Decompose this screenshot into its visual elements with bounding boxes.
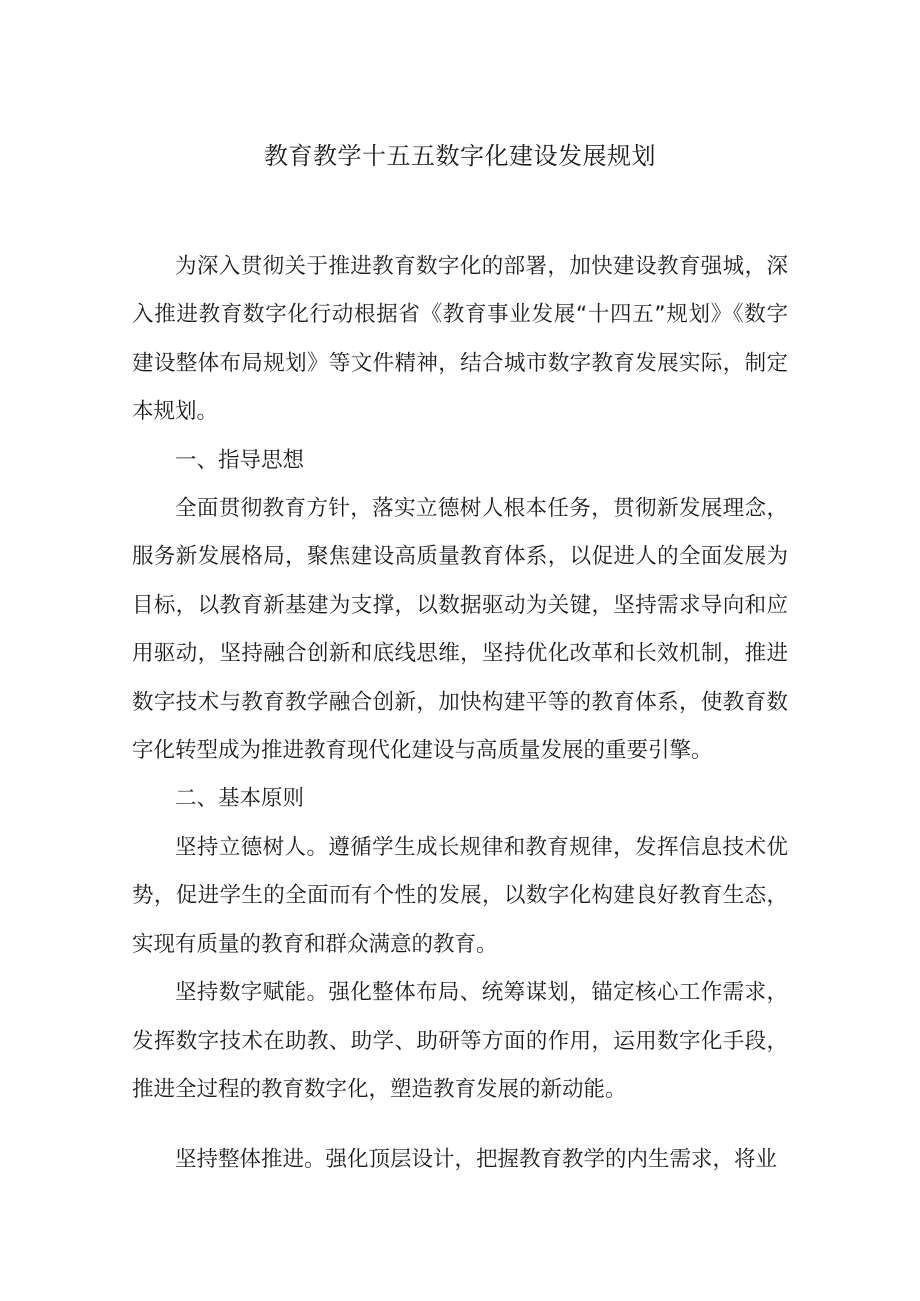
section-heading-guiding-ideology: 一、指导思想 <box>175 447 305 473</box>
principle-paragraph-overall-advancement: 坚持整体推进。强化顶层设计，把握教育教学的内生需求，将业 <box>175 1147 778 1173</box>
intro-paragraph: 为深入贯彻关于推进教育数字化的部署，加快建设教育强城，深入推进教育数字化行动根据省《教育事业发展“十四五”规划》《数字建设整体布局规划》等文件精神，结合城市数字教育发展实际，制定本规划。 <box>132 254 788 425</box>
document-body <box>132 243 788 1185</box>
guiding-ideology-paragraph: 全面贯彻教育方针，落实立德树人根本任务，贯彻新发展理念，服务新发展格局，聚焦建设高质量教育体系，以促进人的全面发展为目标，以教育新基建为支撑，以数据驱动为关键，坚持需求导向和应用驱动，坚持融合创新和底线思维，坚持优化改革和长效机制，推进数字技术与教育教学融合创新，加快构建平等的教育体系，使教育数字化转型成为推进教育现代化建设与高质量发展的重要引擎。 <box>132 496 788 764</box>
principle-paragraph-morality: 坚持立德树人。遵循学生成长规律和教育规律，发挥信息技术优势，促进学生的全面而有个性的发展，以数字化构建良好教育生态，实现有质量的教育和群众满意的教育。 <box>132 834 788 957</box>
section-heading-basic-principles: 二、基本原则 <box>175 786 305 812</box>
document-title: 教育教学十五五数字化建设发展规划 <box>264 142 656 170</box>
principle-paragraph-digital-empowerment: 坚持数字赋能。强化整体布局、统筹谋划，锚定核心工作需求，发挥数字技术在助教、助学、助研等方面的作用，运用数字化手段，推进全过程的教育数字化，塑造教育发展的新动能。 <box>132 980 788 1102</box>
